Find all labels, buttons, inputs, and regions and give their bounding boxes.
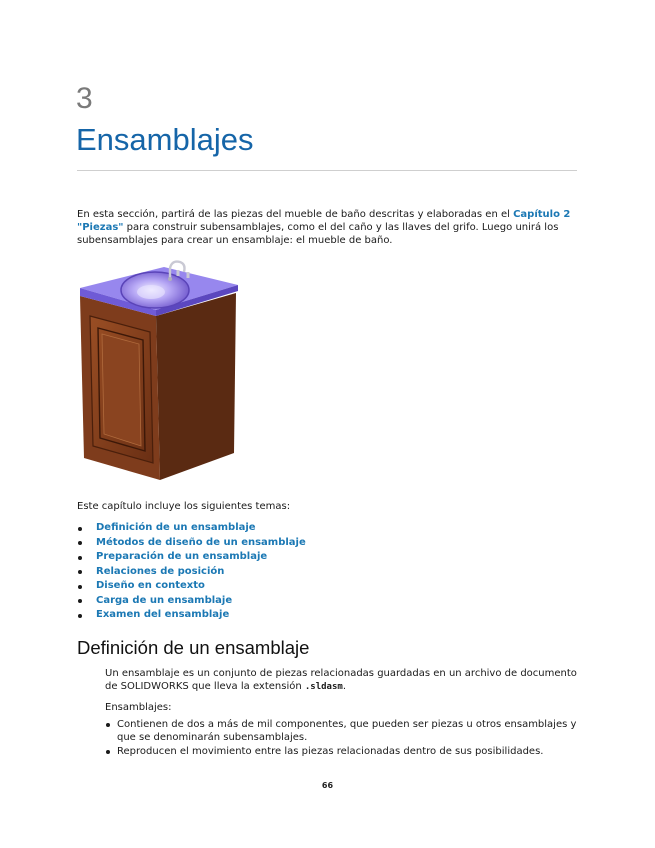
assembly-bullets: [105, 718, 585, 759]
section-paragraph: [105, 667, 585, 694]
topic-link[interactable]: Definición de un ensamblaje: [77, 521, 306, 536]
topic-link[interactable]: Relaciones de posición: [77, 565, 306, 580]
intro-text-before: En esta sección, partirá de las piezas del mueble de baño descritas y elaboradas en el: [77, 209, 514, 220]
topics-intro: Este capítulo incluye los siguientes temas:: [77, 501, 291, 512]
intro-text-after: para construir subensamblajes, como el del caño y las llaves del grifo. Luego unirá los subensamblajes para crear un ensamblaje: el mueble de baño.: [77, 222, 559, 246]
topic-link[interactable]: Examen del ensamblaje: [77, 608, 306, 623]
bullet-item: Reproducen el movimiento entre las piezas relacionadas dentro de sus posibilidades.: [105, 745, 585, 758]
cabinet-side: [156, 293, 236, 480]
chapter-title: Ensamblajes: [76, 122, 254, 157]
assemblies-label: Ensamblajes:: [105, 702, 172, 713]
chapter-number: 3: [76, 82, 93, 115]
bullet-item: Contienen de dos a más de mil componentes, que pueden ser piezas u otros ensamblajes y que se denominarán subensamblajes.: [105, 718, 585, 744]
topics-list: [77, 521, 306, 623]
chapter-2-link[interactable]: Capítulo 2 "Piezas": [77, 209, 571, 233]
title-divider: [77, 170, 577, 171]
paragraph-text: Un ensamblaje es un conjunto de piezas relacionadas guardadas en un archivo de documento de SOLIDWORKS que lleva la extensión: [105, 668, 577, 692]
page-number: 66: [321, 781, 334, 790]
topic-link[interactable]: Métodos de diseño de un ensamblaje: [77, 536, 306, 551]
file-extension: .sldasm: [304, 682, 343, 692]
intro-paragraph: [77, 208, 582, 247]
topic-link[interactable]: Carga de un ensamblaje: [77, 594, 306, 609]
topic-link[interactable]: Preparación de un ensamblaje: [77, 550, 306, 565]
topic-link[interactable]: Diseño en contexto: [77, 579, 306, 594]
vanity-cabinet-illustration: [78, 258, 246, 480]
section-title: Definición de un ensamblaje: [77, 637, 310, 658]
paragraph-end: .: [342, 681, 346, 692]
